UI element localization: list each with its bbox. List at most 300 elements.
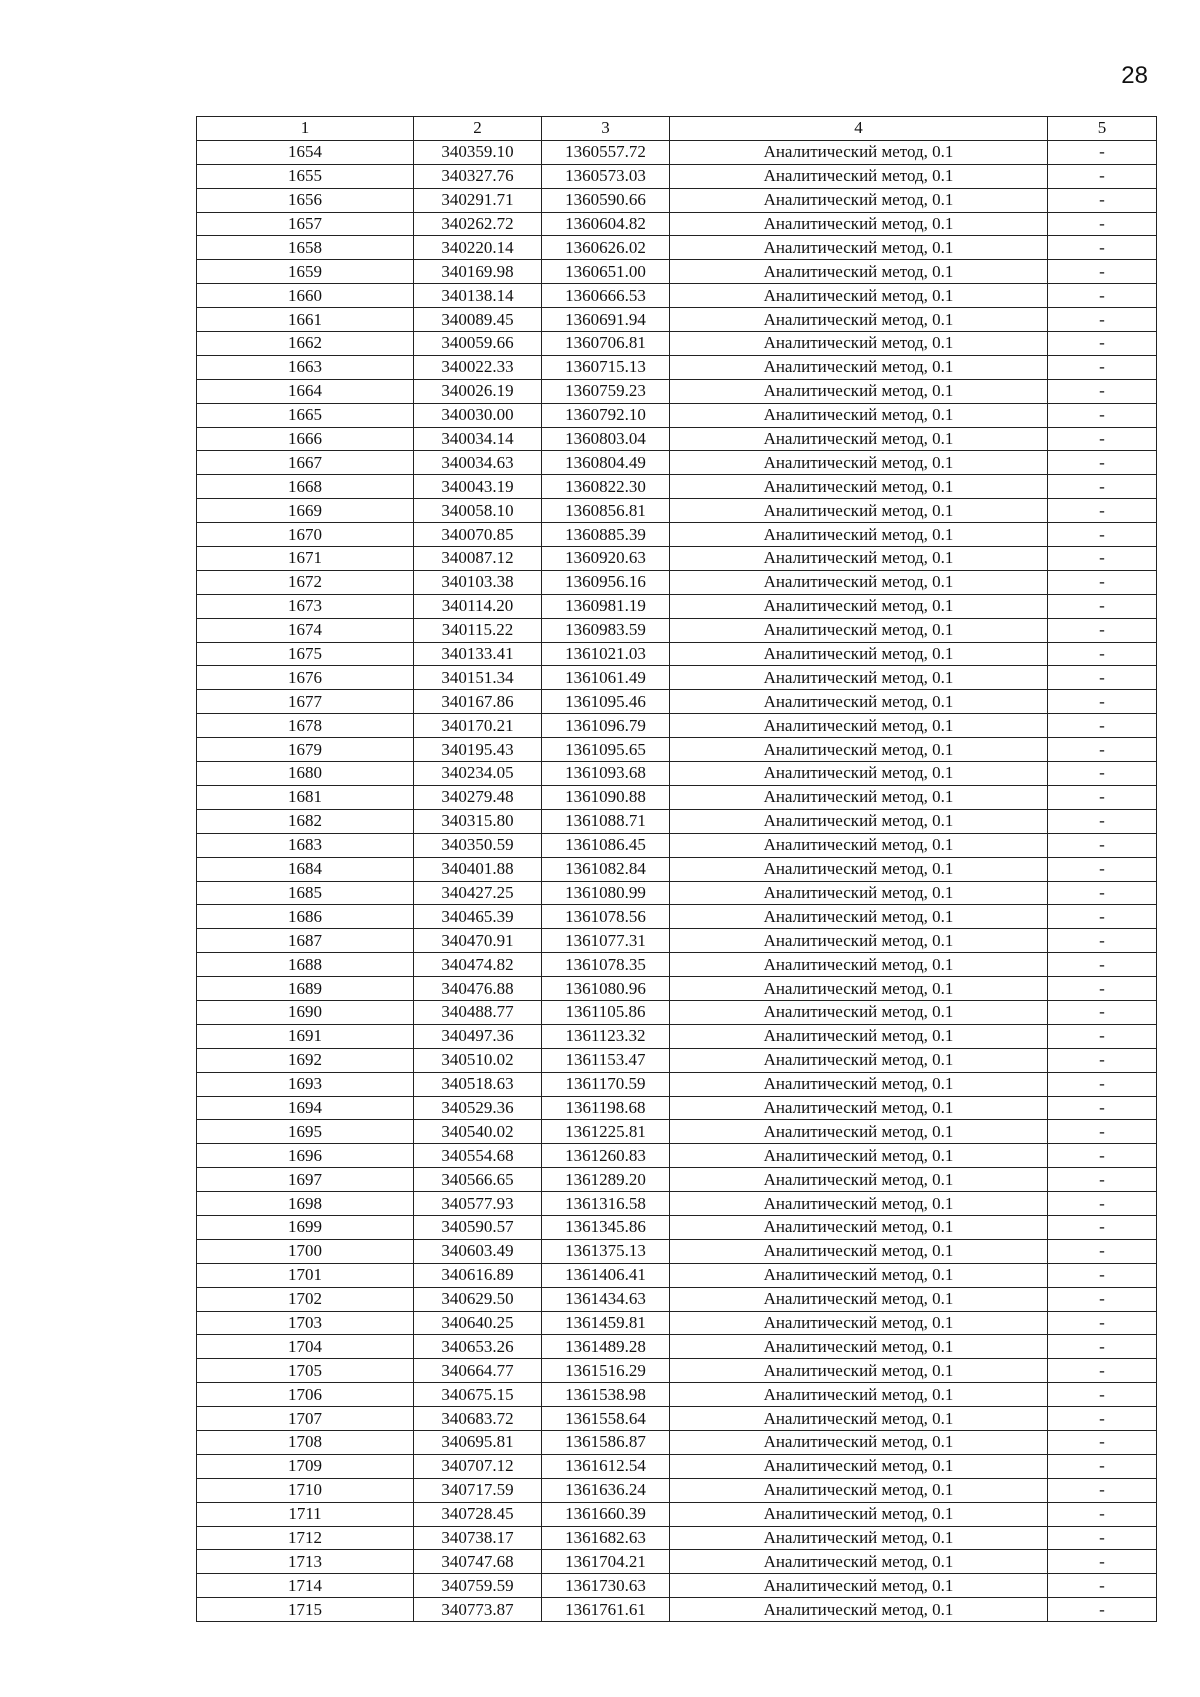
method-accuracy-cell: Аналитический метод, 0.1: [670, 1359, 1048, 1383]
note-cell: -: [1048, 1096, 1157, 1120]
table-row: [197, 666, 1157, 690]
note-cell: -: [1048, 1168, 1157, 1192]
x-coordinate-cell: 340170.21: [414, 714, 542, 738]
point-number-cell: 1700: [197, 1239, 414, 1263]
note-cell: -: [1048, 618, 1157, 642]
point-number-cell: 1660: [197, 284, 414, 308]
table-row: [197, 451, 1157, 475]
x-coordinate-cell: 340695.81: [414, 1430, 542, 1454]
x-coordinate-cell: 340315.80: [414, 809, 542, 833]
note-cell: -: [1048, 236, 1157, 260]
x-coordinate-cell: 340717.59: [414, 1478, 542, 1502]
x-coordinate-cell: 340577.93: [414, 1192, 542, 1216]
y-coordinate-cell: 1360626.02: [542, 236, 670, 260]
y-coordinate-cell: 1361345.86: [542, 1215, 670, 1239]
x-coordinate-cell: 340087.12: [414, 547, 542, 571]
point-number-cell: 1698: [197, 1192, 414, 1216]
point-number-cell: 1710: [197, 1478, 414, 1502]
table-row: [197, 1144, 1157, 1168]
table-row: [197, 1598, 1157, 1622]
method-accuracy-cell: Аналитический метод, 0.1: [670, 642, 1048, 666]
point-number-cell: 1656: [197, 188, 414, 212]
note-cell: -: [1048, 785, 1157, 809]
x-coordinate-cell: 340350.59: [414, 833, 542, 857]
table-row: [197, 881, 1157, 905]
note-cell: -: [1048, 499, 1157, 523]
y-coordinate-cell: 1361077.31: [542, 929, 670, 953]
y-coordinate-cell: 1360666.53: [542, 284, 670, 308]
method-accuracy-cell: Аналитический метод, 0.1: [670, 499, 1048, 523]
point-number-cell: 1659: [197, 260, 414, 284]
point-number-cell: 1683: [197, 833, 414, 857]
table-row: [197, 212, 1157, 236]
point-number-cell: 1667: [197, 451, 414, 475]
table-row: [197, 1024, 1157, 1048]
method-accuracy-cell: Аналитический метод, 0.1: [670, 833, 1048, 857]
point-number-cell: 1680: [197, 762, 414, 786]
method-accuracy-cell: Аналитический метод, 0.1: [670, 953, 1048, 977]
point-number-cell: 1701: [197, 1263, 414, 1287]
table-body: [197, 140, 1157, 1621]
x-coordinate-cell: 340279.48: [414, 785, 542, 809]
x-coordinate-cell: 340566.65: [414, 1168, 542, 1192]
table-row: [197, 1048, 1157, 1072]
point-number-cell: 1689: [197, 977, 414, 1001]
x-coordinate-cell: 340629.50: [414, 1287, 542, 1311]
table-row: [197, 1407, 1157, 1431]
x-coordinate-cell: 340058.10: [414, 499, 542, 523]
table-row: [197, 1168, 1157, 1192]
note-cell: -: [1048, 1502, 1157, 1526]
method-accuracy-cell: Аналитический метод, 0.1: [670, 1096, 1048, 1120]
table-row: [197, 1430, 1157, 1454]
note-cell: -: [1048, 1478, 1157, 1502]
point-number-cell: 1661: [197, 308, 414, 332]
y-coordinate-cell: 1360759.23: [542, 379, 670, 403]
point-number-cell: 1691: [197, 1024, 414, 1048]
table-row: [197, 833, 1157, 857]
method-accuracy-cell: Аналитический метод, 0.1: [670, 475, 1048, 499]
table-row: [197, 690, 1157, 714]
y-coordinate-cell: 1361096.79: [542, 714, 670, 738]
x-coordinate-cell: 340590.57: [414, 1215, 542, 1239]
x-coordinate-cell: 340470.91: [414, 929, 542, 953]
note-cell: -: [1048, 1000, 1157, 1024]
point-number-cell: 1694: [197, 1096, 414, 1120]
x-coordinate-cell: 340476.88: [414, 977, 542, 1001]
point-number-cell: 1676: [197, 666, 414, 690]
point-number-cell: 1704: [197, 1335, 414, 1359]
table-row: [197, 1263, 1157, 1287]
y-coordinate-cell: 1361082.84: [542, 857, 670, 881]
note-cell: -: [1048, 1359, 1157, 1383]
table-row: [197, 355, 1157, 379]
y-coordinate-cell: 1360573.03: [542, 164, 670, 188]
y-coordinate-cell: 1361105.86: [542, 1000, 670, 1024]
point-number-cell: 1690: [197, 1000, 414, 1024]
x-coordinate-cell: 340759.59: [414, 1574, 542, 1598]
method-accuracy-cell: Аналитический метод, 0.1: [670, 905, 1048, 929]
table-row: [197, 594, 1157, 618]
point-number-cell: 1708: [197, 1430, 414, 1454]
point-number-cell: 1713: [197, 1550, 414, 1574]
y-coordinate-cell: 1361198.68: [542, 1096, 670, 1120]
x-coordinate-cell: 340540.02: [414, 1120, 542, 1144]
table-row: [197, 403, 1157, 427]
table-row: [197, 332, 1157, 356]
y-coordinate-cell: 1360651.00: [542, 260, 670, 284]
note-cell: -: [1048, 1120, 1157, 1144]
table-row: [197, 1096, 1157, 1120]
header-row: [197, 117, 1157, 141]
point-number-cell: 1672: [197, 570, 414, 594]
note-cell: -: [1048, 1144, 1157, 1168]
note-cell: -: [1048, 1430, 1157, 1454]
method-accuracy-cell: Аналитический метод, 0.1: [670, 1311, 1048, 1335]
point-number-cell: 1711: [197, 1502, 414, 1526]
note-cell: -: [1048, 188, 1157, 212]
note-cell: -: [1048, 953, 1157, 977]
note-cell: -: [1048, 1335, 1157, 1359]
method-accuracy-cell: Аналитический метод, 0.1: [670, 451, 1048, 475]
header-cell: 2: [414, 117, 542, 141]
x-coordinate-cell: 340497.36: [414, 1024, 542, 1048]
x-coordinate-cell: 340529.36: [414, 1096, 542, 1120]
point-number-cell: 1678: [197, 714, 414, 738]
x-coordinate-cell: 340151.34: [414, 666, 542, 690]
x-coordinate-cell: 340510.02: [414, 1048, 542, 1072]
method-accuracy-cell: Аналитический метод, 0.1: [670, 547, 1048, 571]
note-cell: -: [1048, 570, 1157, 594]
table-row: [197, 1574, 1157, 1598]
x-coordinate-cell: 340026.19: [414, 379, 542, 403]
table-row: [197, 499, 1157, 523]
note-cell: -: [1048, 475, 1157, 499]
y-coordinate-cell: 1361612.54: [542, 1454, 670, 1478]
table-row: [197, 1454, 1157, 1478]
point-number-cell: 1702: [197, 1287, 414, 1311]
note-cell: -: [1048, 1311, 1157, 1335]
y-coordinate-cell: 1360822.30: [542, 475, 670, 499]
method-accuracy-cell: Аналитический метод, 0.1: [670, 1550, 1048, 1574]
table-row: [197, 1478, 1157, 1502]
table-row: [197, 785, 1157, 809]
table-row: [197, 953, 1157, 977]
note-cell: -: [1048, 881, 1157, 905]
point-number-cell: 1703: [197, 1311, 414, 1335]
y-coordinate-cell: 1361704.21: [542, 1550, 670, 1574]
x-coordinate-cell: 340683.72: [414, 1407, 542, 1431]
method-accuracy-cell: Аналитический метод, 0.1: [670, 523, 1048, 547]
y-coordinate-cell: 1361061.49: [542, 666, 670, 690]
x-coordinate-cell: 340707.12: [414, 1454, 542, 1478]
method-accuracy-cell: Аналитический метод, 0.1: [670, 355, 1048, 379]
point-number-cell: 1686: [197, 905, 414, 929]
note-cell: -: [1048, 1454, 1157, 1478]
method-accuracy-cell: Аналитический метод, 0.1: [670, 1239, 1048, 1263]
table-row: [197, 738, 1157, 762]
y-coordinate-cell: 1361123.32: [542, 1024, 670, 1048]
table-row: [197, 236, 1157, 260]
y-coordinate-cell: 1361682.63: [542, 1526, 670, 1550]
x-coordinate-cell: 340474.82: [414, 953, 542, 977]
point-number-cell: 1662: [197, 332, 414, 356]
note-cell: -: [1048, 1383, 1157, 1407]
method-accuracy-cell: Аналитический метод, 0.1: [670, 690, 1048, 714]
method-accuracy-cell: Аналитический метод, 0.1: [670, 1454, 1048, 1478]
point-number-cell: 1681: [197, 785, 414, 809]
y-coordinate-cell: 1360804.49: [542, 451, 670, 475]
y-coordinate-cell: 1360856.81: [542, 499, 670, 523]
note-cell: -: [1048, 762, 1157, 786]
method-accuracy-cell: Аналитический метод, 0.1: [670, 570, 1048, 594]
point-number-cell: 1709: [197, 1454, 414, 1478]
method-accuracy-cell: Аналитический метод, 0.1: [670, 714, 1048, 738]
x-coordinate-cell: 340220.14: [414, 236, 542, 260]
table-row: [197, 523, 1157, 547]
table-row: [197, 1215, 1157, 1239]
table-row: [197, 809, 1157, 833]
point-number-cell: 1715: [197, 1598, 414, 1622]
x-coordinate-cell: 340640.25: [414, 1311, 542, 1335]
x-coordinate-cell: 340664.77: [414, 1359, 542, 1383]
point-number-cell: 1685: [197, 881, 414, 905]
y-coordinate-cell: 1360956.16: [542, 570, 670, 594]
point-number-cell: 1705: [197, 1359, 414, 1383]
table-row: [197, 140, 1157, 164]
point-number-cell: 1658: [197, 236, 414, 260]
method-accuracy-cell: Аналитический метод, 0.1: [670, 1072, 1048, 1096]
point-number-cell: 1677: [197, 690, 414, 714]
x-coordinate-cell: 340043.19: [414, 475, 542, 499]
table-row: [197, 905, 1157, 929]
x-coordinate-cell: 340059.66: [414, 332, 542, 356]
note-cell: -: [1048, 1598, 1157, 1622]
x-coordinate-cell: 340465.39: [414, 905, 542, 929]
method-accuracy-cell: Аналитический метод, 0.1: [670, 427, 1048, 451]
note-cell: -: [1048, 594, 1157, 618]
table-row: [197, 1120, 1157, 1144]
table-row: [197, 1550, 1157, 1574]
note-cell: -: [1048, 714, 1157, 738]
point-number-cell: 1670: [197, 523, 414, 547]
method-accuracy-cell: Аналитический метод, 0.1: [670, 1574, 1048, 1598]
table-row: [197, 714, 1157, 738]
y-coordinate-cell: 1361586.87: [542, 1430, 670, 1454]
x-coordinate-cell: 340747.68: [414, 1550, 542, 1574]
note-cell: -: [1048, 284, 1157, 308]
method-accuracy-cell: Аналитический метод, 0.1: [670, 857, 1048, 881]
note-cell: -: [1048, 1072, 1157, 1096]
y-coordinate-cell: 1361538.98: [542, 1383, 670, 1407]
point-number-cell: 1714: [197, 1574, 414, 1598]
y-coordinate-cell: 1361406.41: [542, 1263, 670, 1287]
y-coordinate-cell: 1361761.61: [542, 1598, 670, 1622]
y-coordinate-cell: 1361459.81: [542, 1311, 670, 1335]
y-coordinate-cell: 1361260.83: [542, 1144, 670, 1168]
note-cell: -: [1048, 1192, 1157, 1216]
table-row: [197, 1072, 1157, 1096]
table-row: [197, 427, 1157, 451]
x-coordinate-cell: 340653.26: [414, 1335, 542, 1359]
method-accuracy-cell: Аналитический метод, 0.1: [670, 140, 1048, 164]
x-coordinate-cell: 340103.38: [414, 570, 542, 594]
table-row: [197, 1287, 1157, 1311]
y-coordinate-cell: 1360981.19: [542, 594, 670, 618]
note-cell: -: [1048, 1550, 1157, 1574]
y-coordinate-cell: 1360691.94: [542, 308, 670, 332]
method-accuracy-cell: Аналитический метод, 0.1: [670, 403, 1048, 427]
method-accuracy-cell: Аналитический метод, 0.1: [670, 1383, 1048, 1407]
method-accuracy-cell: Аналитический метод, 0.1: [670, 666, 1048, 690]
method-accuracy-cell: Аналитический метод, 0.1: [670, 977, 1048, 1001]
method-accuracy-cell: Аналитический метод, 0.1: [670, 284, 1048, 308]
x-coordinate-cell: 340034.63: [414, 451, 542, 475]
point-number-cell: 1687: [197, 929, 414, 953]
method-accuracy-cell: Аналитический метод, 0.1: [670, 594, 1048, 618]
table-row: [197, 1502, 1157, 1526]
method-accuracy-cell: Аналитический метод, 0.1: [670, 164, 1048, 188]
point-number-cell: 1707: [197, 1407, 414, 1431]
method-accuracy-cell: Аналитический метод, 0.1: [670, 1478, 1048, 1502]
point-number-cell: 1697: [197, 1168, 414, 1192]
x-coordinate-cell: 340167.86: [414, 690, 542, 714]
page-number: 28: [1121, 62, 1148, 89]
note-cell: -: [1048, 857, 1157, 881]
point-number-cell: 1706: [197, 1383, 414, 1407]
method-accuracy-cell: Аналитический метод, 0.1: [670, 881, 1048, 905]
x-coordinate-cell: 340169.98: [414, 260, 542, 284]
y-coordinate-cell: 1361289.20: [542, 1168, 670, 1192]
note-cell: -: [1048, 1263, 1157, 1287]
y-coordinate-cell: 1360885.39: [542, 523, 670, 547]
method-accuracy-cell: Аналитический метод, 0.1: [670, 809, 1048, 833]
x-coordinate-cell: 340195.43: [414, 738, 542, 762]
point-number-cell: 1664: [197, 379, 414, 403]
table-row: [197, 762, 1157, 786]
point-number-cell: 1679: [197, 738, 414, 762]
point-number-cell: 1655: [197, 164, 414, 188]
table-row: [197, 929, 1157, 953]
note-cell: -: [1048, 523, 1157, 547]
method-accuracy-cell: Аналитический метод, 0.1: [670, 1000, 1048, 1024]
method-accuracy-cell: Аналитический метод, 0.1: [670, 332, 1048, 356]
method-accuracy-cell: Аналитический метод, 0.1: [670, 1287, 1048, 1311]
method-accuracy-cell: Аналитический метод, 0.1: [670, 618, 1048, 642]
header-cell: 1: [197, 117, 414, 141]
point-number-cell: 1669: [197, 499, 414, 523]
y-coordinate-cell: 1361558.64: [542, 1407, 670, 1431]
y-coordinate-cell: 1360706.81: [542, 332, 670, 356]
method-accuracy-cell: Аналитический метод, 0.1: [670, 1215, 1048, 1239]
point-number-cell: 1668: [197, 475, 414, 499]
y-coordinate-cell: 1361660.39: [542, 1502, 670, 1526]
y-coordinate-cell: 1361636.24: [542, 1478, 670, 1502]
y-coordinate-cell: 1360803.04: [542, 427, 670, 451]
method-accuracy-cell: Аналитический метод, 0.1: [670, 1048, 1048, 1072]
point-number-cell: 1695: [197, 1120, 414, 1144]
point-number-cell: 1699: [197, 1215, 414, 1239]
note-cell: -: [1048, 809, 1157, 833]
point-number-cell: 1663: [197, 355, 414, 379]
x-coordinate-cell: 340728.45: [414, 1502, 542, 1526]
x-coordinate-cell: 340488.77: [414, 1000, 542, 1024]
y-coordinate-cell: 1361225.81: [542, 1120, 670, 1144]
x-coordinate-cell: 340234.05: [414, 762, 542, 786]
y-coordinate-cell: 1361095.65: [542, 738, 670, 762]
method-accuracy-cell: Аналитический метод, 0.1: [670, 379, 1048, 403]
table-row: [197, 977, 1157, 1001]
table-row: [197, 284, 1157, 308]
y-coordinate-cell: 1361516.29: [542, 1359, 670, 1383]
note-cell: -: [1048, 140, 1157, 164]
table-row: [197, 475, 1157, 499]
x-coordinate-cell: 340675.15: [414, 1383, 542, 1407]
y-coordinate-cell: 1361095.46: [542, 690, 670, 714]
table-row: [197, 618, 1157, 642]
y-coordinate-cell: 1361375.13: [542, 1239, 670, 1263]
table-row: [197, 1383, 1157, 1407]
x-coordinate-cell: 340115.22: [414, 618, 542, 642]
note-cell: -: [1048, 905, 1157, 929]
x-coordinate-cell: 340773.87: [414, 1598, 542, 1622]
header-cell: 4: [670, 117, 1048, 141]
point-number-cell: 1666: [197, 427, 414, 451]
method-accuracy-cell: Аналитический метод, 0.1: [670, 929, 1048, 953]
point-number-cell: 1712: [197, 1526, 414, 1550]
point-number-cell: 1671: [197, 547, 414, 571]
x-coordinate-cell: 340291.71: [414, 188, 542, 212]
table-row: [197, 1359, 1157, 1383]
note-cell: -: [1048, 164, 1157, 188]
x-coordinate-cell: 340133.41: [414, 642, 542, 666]
table-row: [197, 260, 1157, 284]
method-accuracy-cell: Аналитический метод, 0.1: [670, 738, 1048, 762]
x-coordinate-cell: 340089.45: [414, 308, 542, 332]
note-cell: -: [1048, 642, 1157, 666]
point-number-cell: 1673: [197, 594, 414, 618]
y-coordinate-cell: 1361086.45: [542, 833, 670, 857]
x-coordinate-cell: 340518.63: [414, 1072, 542, 1096]
y-coordinate-cell: 1361080.96: [542, 977, 670, 1001]
note-cell: -: [1048, 1239, 1157, 1263]
x-coordinate-cell: 340138.14: [414, 284, 542, 308]
y-coordinate-cell: 1361489.28: [542, 1335, 670, 1359]
point-number-cell: 1692: [197, 1048, 414, 1072]
table-row: [197, 1311, 1157, 1335]
point-number-cell: 1696: [197, 1144, 414, 1168]
note-cell: -: [1048, 833, 1157, 857]
note-cell: -: [1048, 212, 1157, 236]
method-accuracy-cell: Аналитический метод, 0.1: [670, 236, 1048, 260]
note-cell: -: [1048, 738, 1157, 762]
point-number-cell: 1688: [197, 953, 414, 977]
point-number-cell: 1675: [197, 642, 414, 666]
y-coordinate-cell: 1360590.66: [542, 188, 670, 212]
y-coordinate-cell: 1361080.99: [542, 881, 670, 905]
method-accuracy-cell: Аналитический метод, 0.1: [670, 1430, 1048, 1454]
y-coordinate-cell: 1361434.63: [542, 1287, 670, 1311]
y-coordinate-cell: 1361730.63: [542, 1574, 670, 1598]
method-accuracy-cell: Аналитический метод, 0.1: [670, 762, 1048, 786]
x-coordinate-cell: 340022.33: [414, 355, 542, 379]
y-coordinate-cell: 1360604.82: [542, 212, 670, 236]
note-cell: -: [1048, 1407, 1157, 1431]
x-coordinate-cell: 340401.88: [414, 857, 542, 881]
x-coordinate-cell: 340603.49: [414, 1239, 542, 1263]
table-row: [197, 642, 1157, 666]
table-row: [197, 1000, 1157, 1024]
